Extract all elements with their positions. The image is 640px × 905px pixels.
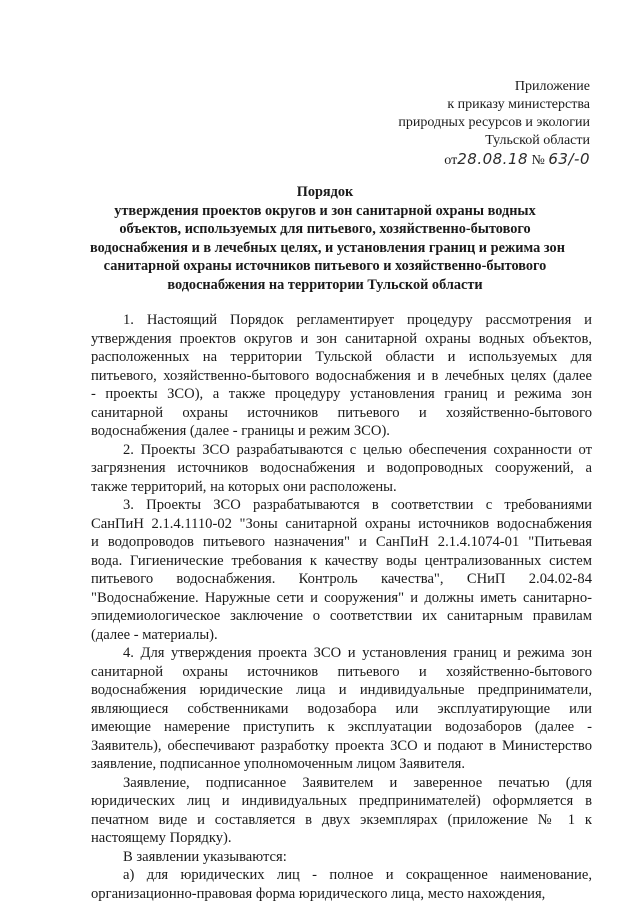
paragraph-line: санитарной охраны источников питьевого и хозяйственно-бытового xyxy=(91,663,592,680)
paragraph xyxy=(91,774,592,848)
paragraph-line: Заявитель), обеспечивают разработку проекта ЗСО и подают в Министерство xyxy=(91,737,592,754)
paragraph-line: являющиеся собственниками водозабора или эксплуатирующие или xyxy=(91,700,592,717)
appendix-line: Тульской области xyxy=(485,133,590,148)
paragraph-line: загрязнения источников водоснабжения и водопроводных сооружений, а xyxy=(91,460,592,476)
appendix-line: к приказу министерства xyxy=(447,97,590,112)
date-prefix: от xyxy=(444,153,458,168)
order-date-number xyxy=(398,150,590,170)
paragraph-line: 2. Проекты ЗСО разрабатываются с целью обеспечения сохранности от xyxy=(123,441,592,458)
paragraph-line: (далее - материалы). xyxy=(91,626,218,643)
paragraph-line: 4. Для утверждения проекта ЗСО и установления границ и режима зон xyxy=(123,645,592,661)
paragraph-line: водоснабжения юридические лица и индивидуальные предприниматели, xyxy=(91,682,592,698)
paragraph xyxy=(91,496,592,644)
paragraph-line: имеющие намерение приступить к эксплуатации водозаборов (далее - xyxy=(91,719,592,735)
paragraph-line: 1. Настоящий Порядок регламентирует процедуру рассмотрения и xyxy=(123,312,592,328)
handwritten-date: 28.08.18 xyxy=(457,150,529,168)
paragraph-line: "Водоснабжение. Наружные сети и сооружения" и должны иметь санитарно- xyxy=(91,589,592,606)
title-line: водоснабжения и в лечебных целях, и установления границ и режима зон xyxy=(90,239,565,256)
paragraph xyxy=(91,311,592,441)
paragraph-line: и водопроводов питьевого назначения" и СанПиН 2.1.4.1074-01 "Питьевая xyxy=(91,534,592,550)
paragraph-line: также территорий, на которых они расположены. xyxy=(91,478,397,495)
paragraph-line: санитарной охраны источников питьевого и хозяйственно-бытового xyxy=(91,404,592,421)
paragraph-line: водоснабжения (далее - границы и режим ЗСО). xyxy=(91,423,390,439)
paragraph xyxy=(91,866,592,903)
title-heading: Порядок xyxy=(296,184,354,200)
paragraph-line: организационно-правовая форма юридического лица, место нахождения, xyxy=(91,885,546,902)
title-line: водоснабжения на территории Тульской области xyxy=(167,276,483,293)
paragraph-line: - проекты ЗСО), а также процедуру установления границ и режима зон xyxy=(91,386,592,402)
number-prefix: № xyxy=(531,153,545,168)
title-line: объектов, используемых для питьевого, хозяйственно-бытового xyxy=(119,221,531,238)
paragraph xyxy=(91,441,592,497)
paragraph-line: СанПиН 2.1.4.1110-02 "Зоны санитарной охраны источников водоснабжения xyxy=(91,515,592,532)
paragraph-line: утверждения проектов округов и зон санитарной охраны водных объектов, xyxy=(91,330,592,347)
paragraph xyxy=(91,848,592,867)
appendix-header xyxy=(398,78,590,170)
handwritten-number: 63/-0 xyxy=(548,150,590,168)
paragraph-line: а) для юридических лиц - полное и сокращенное наименование, xyxy=(123,867,592,883)
paragraph-line: печатном виде и составляется в двух экземплярах (приложение № 1 к xyxy=(91,811,592,828)
paragraph-line: настоящему Порядку). xyxy=(91,830,232,846)
document-body xyxy=(91,311,592,903)
paragraph-line: юридических лиц и индивидуальных предпринимателей) оформляется в xyxy=(91,793,592,809)
paragraph-line: вода. Гигиенические требования к качеству воды централизованных систем xyxy=(91,552,592,569)
paragraph-line: В заявлении указываются: xyxy=(123,848,287,865)
paragraph-line: эпидемиологическое заключение о соответствии их санитарным правилам xyxy=(91,608,592,624)
paragraph xyxy=(91,644,592,774)
paragraph-line: заявление, подписанное уполномоченным лицом Заявителя. xyxy=(91,756,465,772)
title-line: утверждения проектов округов и зон санитарной охраны водных xyxy=(114,202,536,219)
paragraph-line: Заявление, подписанное Заявителем и заверенное печатью (для xyxy=(123,774,592,791)
paragraph-line: питьевого, хозяйственно-бытового водоснабжения и в лечебных целях (далее xyxy=(91,367,592,384)
title-line: санитарной охраны источников питьевого и хозяйственно-бытового xyxy=(103,258,547,275)
appendix-line: Приложение xyxy=(514,79,590,94)
paragraph-line: питьевого водоснабжения. Контроль качества", СНиП 2.04.02-84 xyxy=(91,571,592,587)
paragraph-line: расположенных на территории Тульской области и используемых для xyxy=(91,349,592,365)
paragraph-line: 3. Проекты ЗСО разрабатываются в соответствии с требованиями xyxy=(123,497,592,513)
document-title xyxy=(90,183,565,295)
appendix-line: природных ресурсов и экологии xyxy=(398,115,590,130)
